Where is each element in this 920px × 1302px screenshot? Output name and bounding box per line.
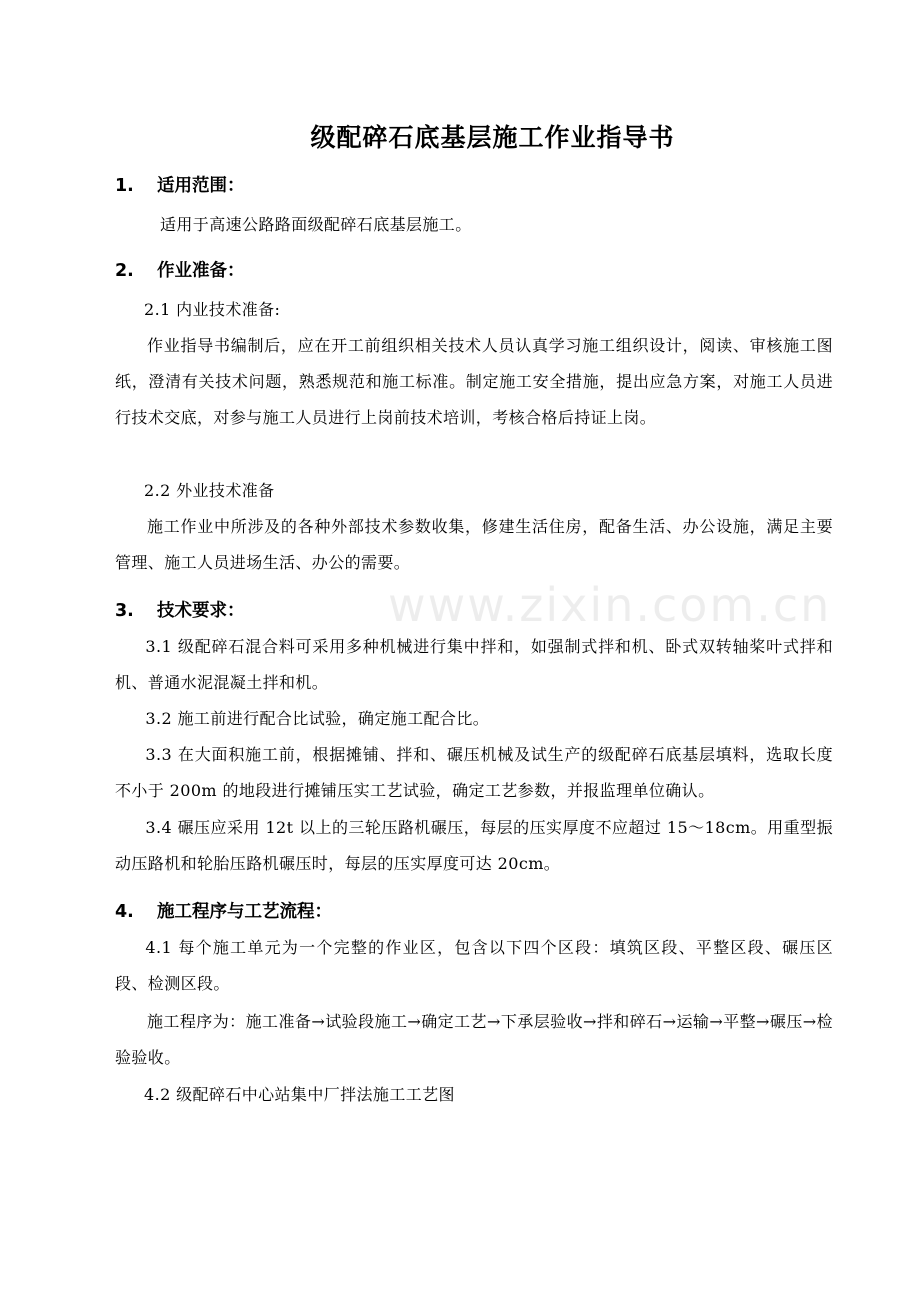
section-2-title: 作业准备： [157,261,245,281]
section-3-item-4: 3.4 碾压应采用 12t 以上的三轮压路机碾压，每层的压实厚度不应超过 15～18cm。用重型振动压路机和轮胎压路机碾压时，每层的压实厚度可达 20cm。 [115,818,833,873]
section-4-title: 施工程序与工艺流程： [157,902,332,922]
section-4-item-1: 4.1 每个施工单元为一个完整的作业区，包含以下四个区段：填筑区段、平整区段、碾压区段、检测区段。 [115,938,833,993]
section-3-item-1: 3.1 级配碎石混合料可采用多种机械进行集中拌和，如强制式拌和机、卧式双转轴桨叶式拌和机、普通水泥混凝土拌和机。 [115,637,833,692]
section-3-item-2: 3.2 施工前进行配合比试验，确定施工配合比。 [145,709,490,728]
section-1-body: 适用于高速公路路面级配碎石底基层施工。 [160,215,472,234]
section-3-number: 3. [115,601,134,621]
section-2-2-body: 施工作业中所涉及的各种外部技术参数收集，修建生活住房，配备生活、办公设施，满足主要管理、施工人员进场生活、办公的需要。 [115,517,833,572]
section-2-heading [115,257,245,282]
section-4-heading [115,898,332,923]
section-4-procedure: 施工程序为：施工准备→试验段施工→确定工艺→下承层验收→拌和碎石→运输→平整→碾压→检验验收。 [115,1012,833,1067]
section-1-title: 适用范围： [157,176,245,196]
section-3-item-3: 3.3 在大面积施工前，根据摊铺、拌和、碾压机械及试生产的级配碎石底基层填料，选取长度不小于 200m 的地段进行摊铺压实工艺试验，确定工艺参数，并报监理单位确认。 [115,745,833,800]
section-3-title: 技术要求： [157,601,245,621]
section-2-number: 2. [115,261,134,281]
section-3-heading [115,597,245,622]
section-1-number: 1. [115,176,134,196]
watermark: www.zixin.com.cn [388,578,832,632]
section-4-item-2: 4.2 级配碎石中心站集中厂拌法施工工艺图 [144,1085,455,1104]
section-2-1-body: 作业指导书编制后，应在开工前组织相关技术人员认真学习施工组织设计，阅读、审核施工图纸，澄清有关技术问题，熟悉规范和施工标准。制定施工安全措施，提出应急方案，对施工人员进行技术交底，对参与施工人员进行上岗前技术培训，考核合格后持证上岗。 [115,336,833,427]
section-1-heading [115,172,245,197]
section-2-2-title: 2.2 外业技术准备 [144,481,275,500]
section-2-1-title: 2.1 内业技术准备: [144,300,281,319]
document-title: 级配碎石底基层施工作业指导书 [310,123,675,152]
section-4-number: 4. [115,902,134,922]
